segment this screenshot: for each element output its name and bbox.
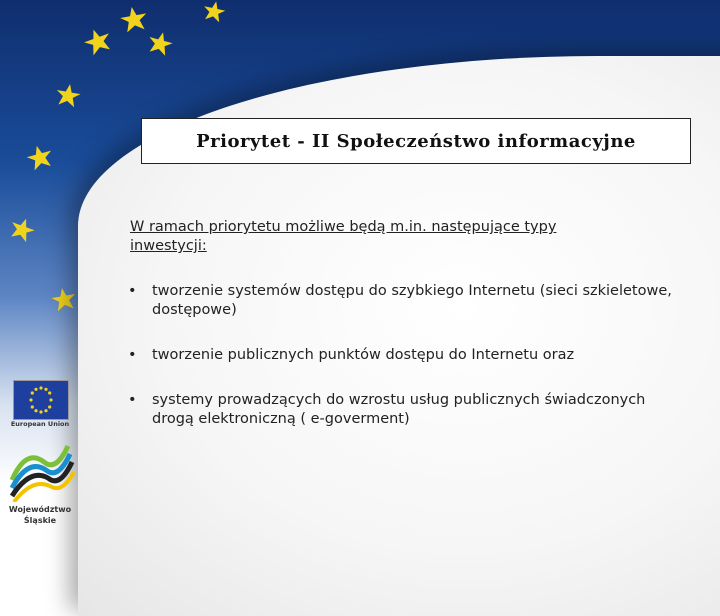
- star-icon: [25, 143, 55, 172]
- star-icon: [119, 5, 149, 33]
- star-icon: [54, 82, 81, 108]
- eu-logo: [10, 380, 70, 430]
- list-item: [128, 346, 688, 365]
- star-icon: [7, 215, 37, 244]
- region-logo: [4, 440, 76, 536]
- bullet-icon: •: [128, 392, 137, 408]
- star-icon: [81, 25, 114, 57]
- bullet-list: [128, 282, 688, 429]
- list-item: [128, 282, 688, 320]
- list-item: [128, 391, 688, 429]
- slide-title: Priorytet - II Społeczeństwo informacyjne: [196, 130, 636, 152]
- silesia-waves-icon: [4, 440, 76, 502]
- star-icon: [146, 29, 175, 56]
- eu-caption: European Union: [10, 420, 70, 428]
- list-item-text: tworzenie publicznych punktów dostępu do Internetu oraz: [152, 347, 575, 363]
- bullet-icon: •: [128, 283, 137, 299]
- region-caption-line2: Śląskie: [23, 516, 57, 525]
- star-icon: [202, 0, 227, 23]
- eu-flag-stars-icon: [14, 381, 68, 419]
- list-item-text: systemy prowadzących do wzrostu usług publicznych świadczonych drogą elektroniczną ( e-goverment): [152, 392, 646, 427]
- region-caption-line1: Województwo: [8, 505, 72, 514]
- region-caption: [4, 504, 76, 526]
- bullet-icon: •: [128, 347, 137, 363]
- title-box: [141, 118, 691, 164]
- star-icon: [50, 286, 77, 312]
- list-item-text: tworzenie systemów dostępu do szybkiego Internetu (sieci szkieletowe, dostępowe): [152, 283, 672, 318]
- eu-flag-icon: [13, 380, 69, 420]
- intro-text: W ramach priorytetu możliwe będą m.in. następujące typy inwestycji:: [130, 219, 557, 254]
